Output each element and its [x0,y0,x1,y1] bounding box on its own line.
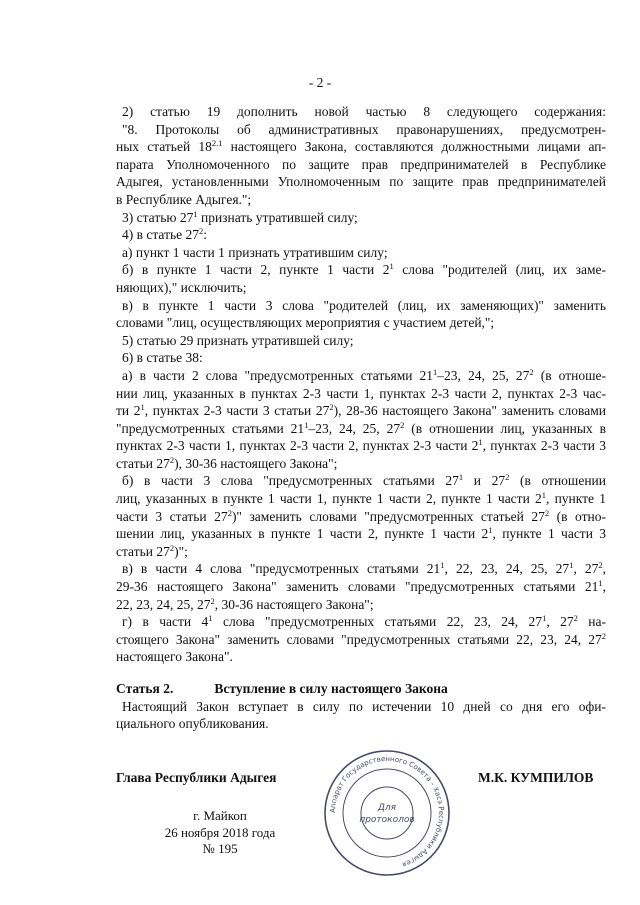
superscript: 2 [329,402,334,413]
superscript: 1 [304,419,309,430]
body-line [116,173,606,191]
text-segment: а) в части 2 слова "предусмотренных статьями 21 [122,367,434,383]
superscript: 1 [478,437,483,448]
stamp-ring-textpath: Аппарат Государственного Совета – Хасэ Республики Адыгея [328,754,446,869]
amendment-list [116,103,606,666]
body-line [116,244,606,262]
article-text-line: циального опубликования. [116,716,269,732]
text-segment: нии лиц, указанных в пунктах 2-3 части 1, пунктах 2-3 части 2, пунктах 2-3 час- [116,385,606,401]
superscript: 2 [169,454,175,465]
text-segment: , 30-36 настоящего Закона"; [214,596,374,612]
text-segment: (в отно- [549,508,606,524]
body-line [116,402,606,420]
text-segment: 2) статью 19 дополнить новой частью 8 следующего содержания: [122,104,606,119]
body-line [116,297,606,315]
article-number: Статья 2. [116,681,174,696]
text-segment: няющих)," исключить; [116,279,247,295]
text-segment: (в отношении [509,473,606,489]
article-text-line: Настоящий Закон вступает в силу по истечении 10 дней со дня его офи- [122,698,606,714]
body-line [116,648,606,666]
text-segment: ных статьей 18 [116,139,212,155]
text-segment: 5) статью 29 признать утратившей силу; [122,332,354,348]
body-line [116,437,606,455]
body-line [116,560,606,578]
text-segment: слова "предусмотренных статьями 22, 23, 24, 27 [212,614,543,630]
text-segment: настоящего Закона, составляются должностными лицами ап- [222,139,606,155]
text-segment: (в отноше- [533,367,607,383]
law-number: № 195 [202,841,238,856]
superscript: 1 [542,613,547,624]
body-line [116,103,606,121]
body-line [116,631,606,649]
text-segment: : [203,227,208,243]
signatory-name: М.К. КУМПИЛОВ [478,770,594,785]
superscript: 2 [199,226,204,237]
body-line [116,596,606,614]
text-segment: "8. Протоколы об административных правонарушениях, предусмотрен- [122,121,606,137]
body-line [116,279,606,297]
superscript: 2 [227,507,232,518]
body-line [116,490,606,508]
text-segment: ти 2 [116,403,141,419]
text-segment: б) в части 3 слова "предусмотренных статьями 27 [122,473,459,489]
text-segment: г) в части 4 [122,614,209,630]
text-segment: , пункте 1 [546,491,606,507]
body-line [116,314,606,332]
stamp-outer-ring [325,751,449,875]
superscript: 2 [601,630,606,641]
signatory-position: Глава Республики Адыгея [116,770,277,785]
body-line [116,420,606,438]
body-line [116,209,606,227]
text-segment: стоящего Закона" заменить словами "предусмотренных статьями 22, 23, 24, 27 [116,631,602,647]
superscript: 1 [541,490,546,501]
text-segment: –23, 24, 25, 27 [308,420,401,436]
text-segment: лиц, указанных в пункте 1 части 1, пункте 1 части 2, пункте 1 части 2 [116,491,542,507]
superscript: 2 [169,542,175,553]
text-segment: )" заменить словами "предусмотренных статьей 27 [231,508,545,524]
text-segment: словами "лиц, осуществляющих мероприятия с участием детей,"; [116,315,495,331]
text-segment: 4) в статье 27 [122,227,199,243]
text-segment: , пунктах 2-3 части 3 [482,438,606,454]
article-heading [116,680,606,698]
text-segment: ), 28-36 настоящего Закона" заменить словами [333,403,607,419]
body-line [116,385,606,403]
superscript: 1 [598,578,603,589]
text-segment: настоящего Закона". [116,649,233,665]
body-line [116,349,606,367]
body-line [116,332,606,350]
date: 26 ноября 2018 года [164,824,276,840]
text-segment: 22, 23, 24, 25, 27 [116,596,211,612]
stamp-center-ring [361,787,413,839]
text-segment: , [602,561,606,577]
body-line [116,261,606,279]
body-line [116,578,606,596]
stamp-inner-ring [343,769,431,857]
superscript: 2 [505,472,510,483]
body-line [116,508,606,526]
superscript: 2 [598,560,603,571]
text-segment: в Республике Адыгея."; [116,191,252,207]
superscript: 1 [208,613,213,624]
text-segment: части 3 статьи 27 [116,508,228,524]
superscript: 1 [458,472,464,483]
superscript: 1 [140,402,145,413]
body-line [116,191,606,209]
text-segment: парата Уполномоченного по защите прав предпринимателей в Республике [116,156,606,172]
text-segment: Адыгея, установленными Уполномоченным по защите прав предпринимателей [116,174,606,190]
text-segment: б) в пункте 1 части 2, пункте 1 части 2 [122,262,390,278]
body-line [116,226,606,244]
superscript: 2 [529,366,534,377]
body-line [116,525,606,543]
body-line [116,367,606,385]
text-segment: слова "родителей (лиц, их заме- [393,262,606,278]
text-segment: в) в части 4 слова "предусмотренных статьями 21 [122,561,441,577]
superscript: 2 [544,507,550,518]
page-number: - 2 - [308,75,332,90]
text-segment: , пункте 1 части 3 [492,526,606,542]
body-line [116,543,606,561]
text-segment: шении лиц, указанных в пункте 1 части 2, пункте 1 части 2 [116,526,489,542]
superscript: 1 [193,208,198,219]
spacer [116,666,606,680]
official-stamp [322,748,452,878]
text-segment: в) в пункте 1 части 3 слова "родителей (лиц, их заменяющих)" заменить [122,297,606,313]
article-title: Вступление в силу настоящего Закона [214,681,448,696]
text-segment: , 27 [546,614,574,630]
text-segment: на- [577,614,606,630]
superscript: 2 [400,419,405,430]
text-segment: а) пункт 1 части 1 признать утратившим силу; [122,244,388,260]
superscript: 1 [488,525,493,536]
text-segment: –23, 24, 25, 27 [437,367,530,383]
stamp-center-line1: Для [377,803,397,813]
text-segment: признать утратившей силу; [197,209,358,225]
superscript: 2 [210,595,215,606]
document-body [116,103,606,733]
superscript: 1 [389,261,394,272]
text-segment: и 27 [463,473,506,489]
body-line [116,138,606,156]
place-date-block [120,808,320,858]
text-segment: , [602,579,606,595]
text-segment: "предусмотренных статьями 21 [116,420,305,436]
text-segment: , пунктах 2-3 части 3 статьи 27 [144,403,330,419]
text-segment: , 22, 23, 24, 25, 27 [444,561,570,577]
body-line [116,455,606,473]
body-line [116,156,606,174]
text-segment: 29-36 настоящего Закона" заменить словами "предусмотренных статьями 21 [116,579,599,595]
city: г. Майкоп [193,808,247,823]
text-segment: , 27 [573,561,599,577]
text-segment: (в отношении лиц, указанных в [404,420,606,436]
text-segment: )"; [174,543,188,559]
stamp-center-line2: протоколов [359,815,415,825]
superscript: 2.1 [211,138,223,149]
text-segment: статьи 27 [116,455,170,471]
superscript: 1 [440,560,445,571]
body-line [116,613,606,631]
body-line [116,472,606,490]
text-segment: 6) в статье 38: [122,350,203,366]
superscript: 2 [573,613,578,624]
body-line [116,121,606,139]
text-segment: статьи 27 [116,543,170,559]
text-segment: ), 30-36 настоящего Закона"; [174,455,338,471]
superscript: 1 [433,366,438,377]
text-segment: 3) статью 27 [122,209,194,225]
text-segment: пунктах 2-3 части 1, пунктах 2-3 части 2, пунктах 2-3 части 2 [116,438,479,454]
superscript: 1 [569,560,574,571]
